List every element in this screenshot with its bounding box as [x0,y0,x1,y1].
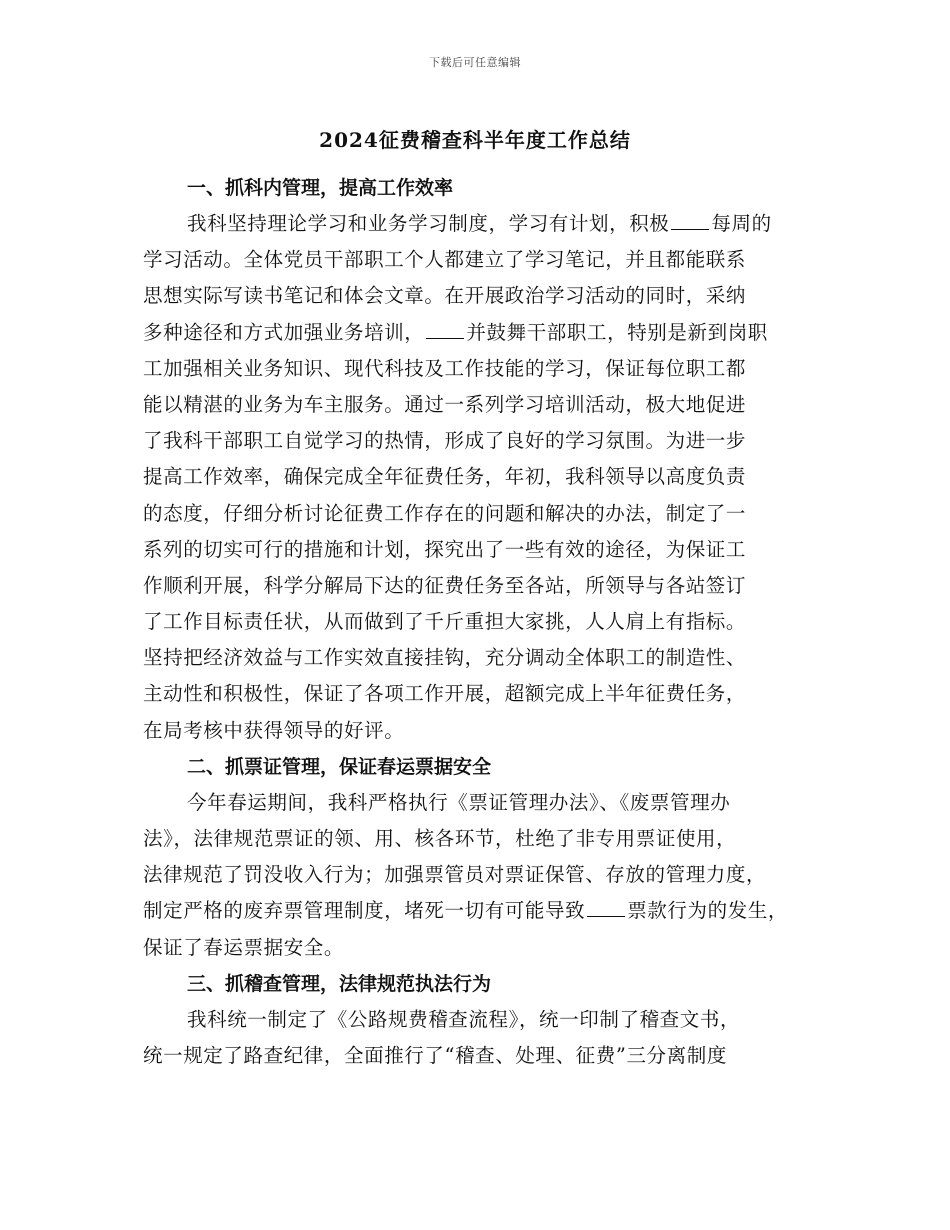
text-line: 多种途径和方式加强业务培训， 并鼓舞干部职工，特别是新到岗职 [143,320,768,344]
text-line: 我科统一制定了《公路规费稽查流程》，统一印制了稽查文书， [187,1007,741,1031]
text-line: 系列的切实可行的措施和计划，探究出了一些有效的途径，为保证工 [143,537,747,561]
paragraph [143,206,813,749]
text-line: 提高工作效率，确保完成全年征费任务，年初，我科领导以高度负责 [143,465,747,489]
section-heading: 一、抓科内管理，提高工作效率 [187,177,454,199]
text-line: 在局考核中获得领导的好评。 [143,718,405,742]
text-line: 能以精湛的业务为车主服务。通过一系列学习培训活动，极大地促进 [143,392,747,416]
section-1 [143,170,813,749]
text-line: 统一规定了路查纪律，全面推行了“稽查、处理、征费”三分离制度 [143,1043,727,1067]
text-line: 的态度，仔细分析讨论征费工作存在的问题和解决的办法，制定了一 [143,501,747,525]
document-body [143,170,813,1074]
paragraph [143,785,813,966]
text-line: 制定严格的废弃票管理制度，堵死一切有可能导致 票款行为的发生， [143,899,789,923]
fill-in-blank [587,898,625,917]
text-line: 思想实际写读书笔记和体会文章。在开展政治学习活动的同时，采纳 [143,284,747,308]
text-line: 我科坚持理论学习和业务学习制度，学习有计划，积极 每周的 [187,212,772,235]
text-line: 保证了春运票据安全。 [143,935,345,959]
text-line: 法律规范了罚没收入行为；加强票管员对票证保管、存放的管理力度， [143,863,767,887]
section-heading: 二、抓票证管理，保证春运票据安全 [187,755,492,778]
fill-in-blank [671,211,709,230]
fill-in-blank [426,320,464,339]
document-title: 2024征费稽查科半年度工作总结 [319,128,631,152]
text-line: 工加强相关业务知识、现代科技及工作技能的学习，保证每位职工都 [143,356,747,380]
text-line: 了工作目标责任状，从而做到了千斤重担大家挑，人人肩上有指标。 [143,610,747,634]
text-line: 坚持把经济效益与工作实效直接挂钩，充分调动全体职工的制造性、 [143,646,747,670]
paragraph [143,1002,813,1074]
text-line: 学习活动。全体党员干部职工个人都建立了学习笔记，并且都能联系 [143,248,747,272]
page-header-note: 下载后可任意编辑 [429,56,521,69]
text-line: 法》，法律规范票证的领、用、核各环节，杜绝了非专用票证使用， [143,827,737,850]
text-line: 作顺利开展，科学分解局下达的征费任务至各站，所领导与各站签订 [143,573,747,597]
text-line: 了我科干部职工自觉学习的热情，形成了良好的学习氛围。为进一步 [143,429,747,453]
section-3 [143,966,813,1074]
section-heading: 三、抓稽查管理，法律规范执法行为 [187,972,492,995]
text-line: 主动性和积极性，保证了各项工作开展，超额完成上半年征费任务， [143,682,747,706]
text-line: 今年春运期间，我科严格执行《票证管理办法》、《废票管理办 [187,790,731,814]
section-2 [143,749,813,966]
